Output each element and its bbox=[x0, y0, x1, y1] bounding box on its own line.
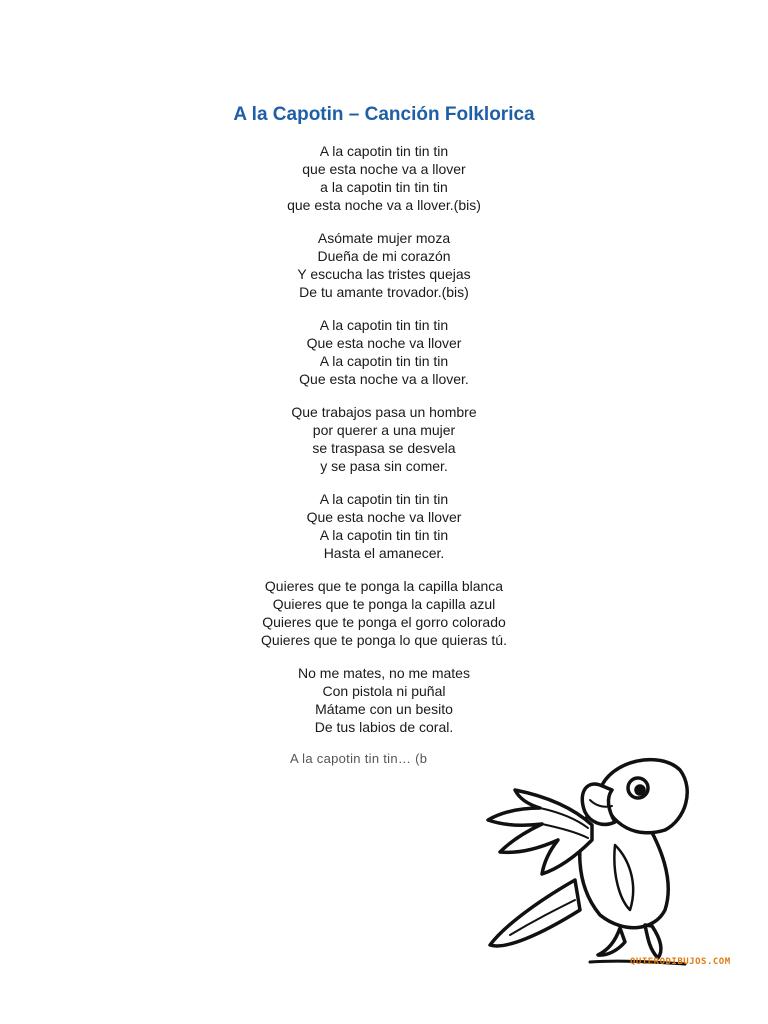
lyric-line: Quieres que te ponga la capilla blanca bbox=[264, 578, 504, 594]
lyric-line: a la capotin tin tin tin bbox=[320, 179, 448, 195]
lyric-line: Que esta noche va llover bbox=[306, 509, 462, 525]
page-title: A la Capotin – Canción Folklorica bbox=[233, 104, 535, 125]
lyric-line: que esta noche va a llover.(bis) bbox=[287, 197, 481, 213]
stanza bbox=[0, 490, 768, 562]
lyric-line: se traspasa se desvela bbox=[312, 440, 456, 456]
lyric-line: Dueña de mi corazón bbox=[317, 248, 451, 264]
stanza bbox=[0, 316, 768, 388]
lyric-line: A la capotin tin tin tin bbox=[319, 143, 449, 159]
stanza bbox=[0, 403, 768, 475]
lyric-line: Que esta noche va a llover. bbox=[299, 371, 469, 387]
lyric-line: Con pistola ni puñal bbox=[322, 683, 446, 699]
lyric-line: De tu amante trovador.(bis) bbox=[299, 284, 469, 300]
lyric-line: que esta noche va a llover bbox=[302, 161, 466, 177]
lyrics bbox=[0, 142, 768, 751]
lyric-line: por querer a una mujer bbox=[312, 422, 456, 438]
lyric-line: A la capotin tin tin tin bbox=[319, 491, 449, 507]
lyric-line: A la capotin tin tin tin bbox=[319, 353, 449, 369]
lyric-line: Mátame con un besito bbox=[315, 701, 453, 717]
lyric-line: y se pasa sin comer. bbox=[320, 458, 448, 474]
lyric-line: De tus labios de coral. bbox=[314, 719, 454, 735]
stanza bbox=[0, 664, 768, 736]
lyric-line: Hasta el amanecer. bbox=[323, 545, 445, 561]
parrot-icon bbox=[480, 750, 750, 970]
lyric-line: Quieres que te ponga la capilla azul bbox=[272, 596, 496, 612]
lyric-line: No me mates, no me mates bbox=[298, 665, 470, 681]
lyric-line: Quieres que te ponga lo que quieras tú. bbox=[261, 632, 507, 648]
lyric-line: Quieres que te ponga el gorro colorado bbox=[262, 614, 506, 630]
stanza bbox=[0, 577, 768, 649]
lyric-line: Que trabajos pasa un hombre bbox=[291, 404, 477, 420]
lyric-line: Que esta noche va llover bbox=[306, 335, 462, 351]
lyric-line: A la capotin tin tin tin bbox=[319, 317, 449, 333]
stanza bbox=[0, 229, 768, 301]
lyric-line: A la capotin tin tin tin bbox=[319, 527, 449, 543]
truncated-lyric-line: A la capotin tin tin… (b bbox=[290, 751, 428, 766]
stanza bbox=[0, 142, 768, 214]
watermark: QUIERODIBUJOS.COM bbox=[630, 957, 731, 967]
lyric-line: Y escucha las tristes quejas bbox=[297, 266, 471, 282]
lyric-line: Asómate mujer moza bbox=[317, 230, 451, 246]
